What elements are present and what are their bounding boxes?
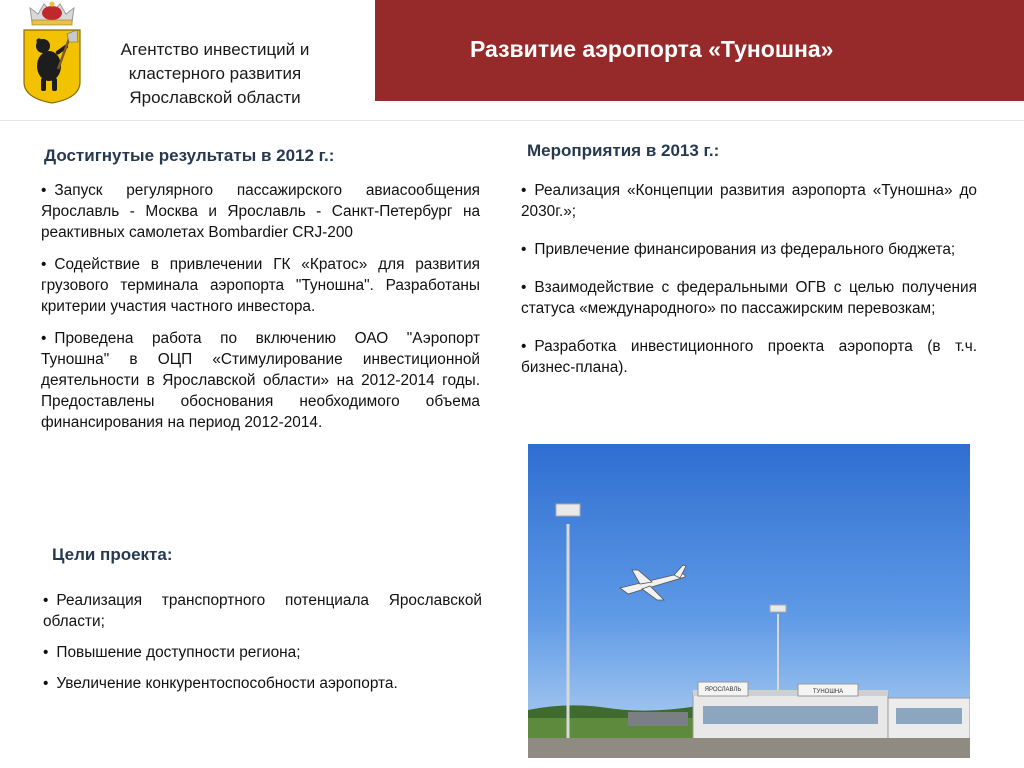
bullet-icon: • bbox=[521, 338, 527, 355]
header-divider bbox=[0, 120, 1024, 121]
header-left bbox=[0, 0, 375, 120]
events-heading: Мероприятия в 2013 г.: bbox=[527, 141, 720, 160]
bullet-icon: • bbox=[43, 675, 49, 692]
bullet-icon: • bbox=[41, 330, 47, 347]
bullet-icon: • bbox=[43, 644, 49, 661]
events-item-text: Привлечение финансирования из федерального бюджета; bbox=[534, 241, 956, 258]
goals-item-text: Реализация транспортного потенциала Ярославской области; bbox=[43, 592, 482, 630]
sign-tunoshna: ТУНОШНА bbox=[812, 689, 844, 695]
bullet-icon: • bbox=[43, 592, 49, 609]
sign-yaroslavl: ЯРОСЛАВЛЬ bbox=[704, 687, 742, 693]
goals-list bbox=[43, 590, 482, 704]
events-item bbox=[521, 336, 977, 378]
goals-heading: Цели проекта: bbox=[52, 545, 173, 564]
goals-item-text: Увеличение конкурентоспособности аэропорта. bbox=[56, 675, 398, 692]
results-heading: Достигнутые результаты в 2012 г.: bbox=[44, 146, 335, 165]
page-title: Развитие аэропорта «Туношна» bbox=[470, 36, 834, 62]
events-item-text: Взаимодействие с федеральными ОГВ с целью получения статуса «международного» по пассажирским перевозкам; bbox=[521, 279, 977, 317]
results-item-text: Проведена работа по включению ОАО "Аэропорт Туношна" в ОЦП «Стимулирование инвестиционной деятельности в Ярославской области» на 2012-2014 годы. Предоставлены обоснования необходимого объема финансирования на период 2012-2014. bbox=[41, 330, 480, 431]
results-item bbox=[41, 180, 480, 243]
events-item-text: Реализация «Концепции развития аэропорта «Туношна» до 2030г.»; bbox=[521, 182, 977, 220]
results-item bbox=[41, 328, 480, 433]
coat-of-arms-icon bbox=[22, 0, 82, 104]
goals-item bbox=[43, 590, 482, 632]
events-item bbox=[521, 239, 977, 260]
results-item bbox=[41, 254, 480, 317]
events-item bbox=[521, 277, 977, 319]
airport-photo bbox=[528, 444, 970, 758]
bullet-icon: • bbox=[521, 182, 527, 199]
agency-name: Агентство инвестиций и кластерного развития Ярославской области bbox=[120, 40, 310, 107]
events-item bbox=[521, 180, 977, 222]
results-item-text: Содействие в привлечении ГК «Кратос» для развития грузового терминала аэропорта "Туношна". Разработаны критерии участия частного инвестора. bbox=[41, 256, 480, 315]
events-item-text: Разработка инвестиционного проекта аэропорта (в т.ч. бизнес-плана). bbox=[521, 338, 977, 376]
goals-item bbox=[43, 673, 482, 694]
results-item-text: Запуск регулярного пассажирского авиасообщения Ярославль - Москва и Ярославль - Санкт-Петербург на реактивных самолетах Bombardier CRJ-200 bbox=[41, 182, 480, 241]
goals-item bbox=[43, 642, 482, 663]
results-list bbox=[41, 180, 480, 444]
bullet-icon: • bbox=[521, 241, 527, 258]
events-list bbox=[521, 180, 977, 395]
bullet-icon: • bbox=[41, 182, 47, 199]
crown-icon bbox=[30, 1, 74, 25]
bullet-icon: • bbox=[521, 279, 527, 296]
bullet-icon: • bbox=[41, 256, 47, 273]
goals-item-text: Повышение доступности региона; bbox=[56, 644, 301, 661]
